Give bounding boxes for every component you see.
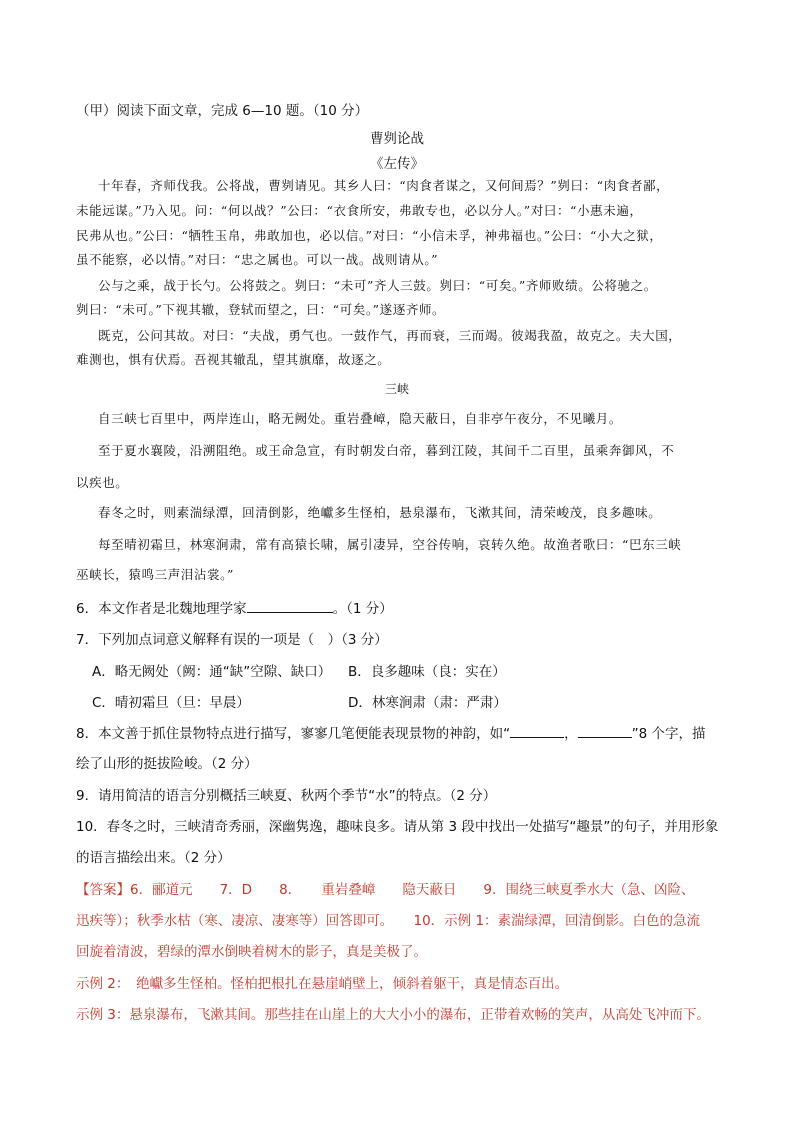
question-8-text-tail: ”8 个字，描	[631, 726, 706, 742]
passage1-line: 公与之乘，战于长勺。公将鼓之。刿曰：“未可”齐人三鼓。刿曰：“可矣。”齐师败绩。公将驰之。	[98, 278, 657, 293]
passage1-line: 未能远谋。”乃入见。问：“何以战？”公曰：“衣食所安，弗敢专也，必以分人。”对曰：“小惠未遍，	[76, 203, 643, 218]
answer-line: 【答案】6．郦道元 7．D 8． 重岩叠嶂 隐天蔽日 9．围绕三峡夏季水大（急、凶险、	[76, 882, 695, 898]
answer-blank[interactable]	[510, 725, 564, 738]
question-6-text: 6．本文作者是北魏地理学家	[76, 601, 247, 617]
answer-line: 迅疾等）；秋季水枯（寒、凄凉、凄寒等）回答即可。 10．示例 1：素湍绿潭，回清倒影。白色的急流	[76, 913, 701, 929]
passage1-line: 虽不能察，必以情。”对曰：“忠之属也。可以一战。战则请从。”	[76, 252, 439, 267]
question-7-option-d: D．林寒涧肃（肃：严肃）	[348, 695, 507, 711]
answer-example-2: 示例 2： 绝巘多生怪柏。怪柏把根扎在悬崖峭壁上，倾斜着躯干，真是情态百出。	[76, 976, 569, 992]
question-9: 9．请用简洁的语言分别概括三峡夏、秋两个季节“水”的特点。（2 分）	[76, 788, 497, 804]
passage2-line: 以疾也。	[76, 475, 129, 490]
passage1-line: 难测也，惧有伏焉。吾视其辙乱，望其旗靡，故逐之。	[76, 352, 391, 367]
passage2-line: 每至晴初霜旦，林寒涧肃，常有高猿长啸，属引凄异，空谷传响，哀转久绝。故渔者歌曰：“巴东三峡	[98, 537, 682, 552]
passage1-line: 既克，公问其故。对曰：“夫战，勇气也。一鼓作气，再而衰，三而竭。彼竭我盈，故克之。夫大国，	[98, 328, 682, 343]
passage1-title: 曹刿论战	[370, 131, 424, 147]
question-7-option-c: C．晴初霜旦（旦：早晨）	[92, 695, 250, 711]
question-10-line2: 的语言描绘出来。（2 分）	[76, 850, 231, 866]
answer-blank[interactable]	[578, 725, 632, 738]
passage1-line: 刿曰：“未可。”下视其辙，登轼而望之，曰：“可矣。”遂逐齐师。	[76, 302, 446, 317]
passage2-title: 三峡	[384, 382, 409, 396]
question-7-option-a: A．略无阙处（阙：通“缺”空隙、缺口）	[92, 664, 332, 680]
answer-example-3: 示例 3：悬泉瀑布，飞漱其间。那些挂在山崖上的大大小小的瀑布，正带着欢畅的笑声，从高处飞冲而下。	[76, 1007, 710, 1023]
passage2-line: 自三峡七百里中，两岸连山，略无阙处。重岩叠嶂，隐天蔽日，自非亭午夜分，不见曦月。	[98, 411, 623, 426]
passage1-line: 民弗从也。”公曰：“牺牲玉帛，弗敢加也，必以信。”对曰：“小信未孚，神弗福也。”公曰：“小大之狱，	[76, 228, 663, 243]
passage2-line: 春冬之时，则素湍绿潭，回清倒影，绝巘多生怪柏，悬泉瀑布，飞漱其间，清荣峻茂，良多趣味。	[98, 505, 662, 520]
question-8-text: 8．本文善于抓住景物特点进行描写，寥寥几笔便能表现景物的神韵，如“	[76, 726, 511, 742]
question-6-points: 。（1 分）	[332, 601, 393, 617]
answer-line: 回旋着清波，碧绿的潭水倒映着树木的影子，真是美极了。	[76, 944, 427, 960]
passage2-line: 至于夏水襄陵，沿溯阻绝。或王命急宣，有时朝发白帝，暮到江陵，其间千二百里，虽乘奔御风，不	[98, 443, 675, 458]
passage2-line: 巫峡长，猿鸣三声泪沾裳。”	[76, 567, 234, 582]
section-instruction: （甲）阅读下面文章，完成 6—10 题。（10 分）	[76, 103, 369, 119]
question-6	[76, 597, 393, 617]
question-8	[76, 722, 705, 742]
question-7: 7．下列加点词意义解释有误的一项是（ ）（3 分）	[76, 632, 388, 648]
passage1-source: 《左传》	[370, 156, 424, 172]
passage1-line: 十年春，齐师伐我。公将战，曹刿请见。其乡人曰：“肉食者谋之，又何间焉？”刿曰：“肉食者鄙，	[98, 178, 670, 193]
question-8-line2: 绘了山形的挺拔险峻。（2 分）	[76, 756, 258, 772]
question-10: 10．春冬之时，三峡清奇秀丽，深幽隽逸，趣味良多。请从第 3 段中找出一处描写“趣景”的句子，并用形象	[76, 819, 719, 835]
question-7-option-b: B．良多趣味（良：实在）	[348, 664, 506, 680]
question-8-separator: ，	[564, 726, 578, 742]
answer-blank[interactable]	[247, 600, 333, 613]
